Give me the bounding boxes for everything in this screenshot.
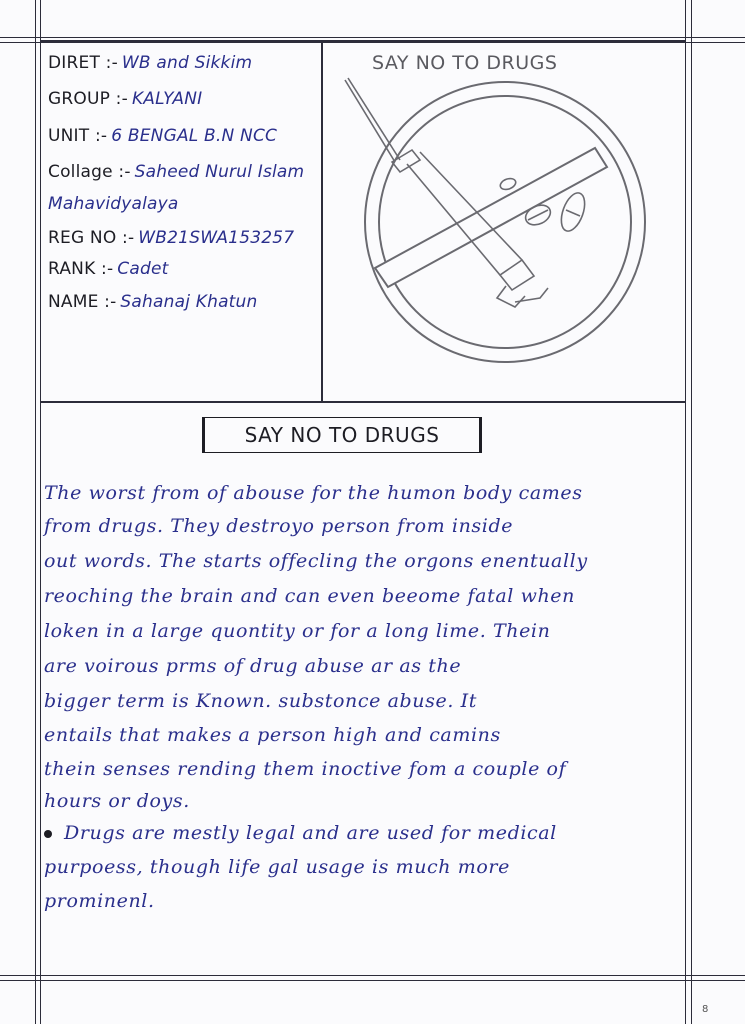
college-value: Saheed Nurul Islam	[134, 162, 305, 182]
essay-line: loken in a large quontity or for a long lime. Thein	[44, 620, 551, 642]
unit-value: 6 BENGAL B.N NCC	[111, 126, 278, 146]
page-number: 8	[702, 1004, 709, 1015]
essay-line: purpoess, though life gal usage is much more	[44, 856, 510, 878]
top-rule-2	[0, 42, 745, 43]
reg-label: REG NO :-	[48, 228, 135, 248]
college-label: Collage :-	[48, 162, 131, 182]
college-line-2	[48, 194, 179, 214]
group-value: KALYANI	[131, 89, 203, 109]
left-margin-rule	[35, 0, 36, 1024]
essay-title: SAY NO TO DRUGS	[202, 417, 482, 453]
essay-line: out words. The starts offecling the orgons enentually	[44, 550, 588, 572]
reg-line	[48, 228, 294, 248]
header-box-divider	[321, 40, 323, 402]
essay-line: from drugs. They destroyo person from inside	[44, 515, 514, 537]
prohibition-sign-icon	[365, 82, 645, 362]
essay-line: Drugs are mestly legal and are used for medical	[64, 822, 557, 844]
unit-line	[48, 126, 277, 146]
rank-value: Cadet	[117, 259, 169, 279]
essay-line: reoching the brain and can even beeome fatal when	[44, 585, 575, 607]
bottom-rule-2	[0, 980, 745, 981]
direct-label: DIRET :-	[48, 53, 118, 73]
left-margin-rule-2	[40, 0, 41, 1024]
right-margin-rule-2	[691, 0, 692, 1024]
essay-line: bigger term is Known. substonce abuse. It	[44, 690, 477, 712]
bullet-dot	[44, 830, 52, 838]
pills-icon	[499, 177, 589, 235]
header-box-bottom	[41, 401, 686, 403]
syringe-icon	[345, 78, 548, 307]
group-label: GROUP :-	[48, 89, 128, 109]
direct-line	[48, 53, 252, 73]
essay-line: prominenl.	[44, 890, 155, 912]
right-margin-rule	[685, 0, 686, 1024]
poster-title: SAY NO TO DRUGS	[372, 52, 558, 74]
essay-line: thein senses rending them inoctive fom a couple of	[44, 758, 567, 780]
essay-line: hours or doys.	[44, 790, 190, 812]
college-value-2: Mahavidyalaya	[48, 194, 179, 214]
name-label: NAME :-	[48, 292, 117, 312]
reg-value: WB21SWA153257	[138, 228, 295, 248]
rank-line	[48, 259, 169, 279]
essay-line: entails that makes a person high and camins	[44, 724, 501, 746]
top-rule	[0, 37, 745, 38]
essay-line: are voirous prms of drug abuse ar as the	[44, 655, 462, 677]
rank-label: RANK :-	[48, 259, 114, 279]
unit-label: UNIT :-	[48, 126, 108, 146]
bottom-rule	[0, 975, 745, 976]
essay-line: The worst from of abouse for the humon body cames	[44, 482, 583, 504]
name-line	[48, 292, 258, 312]
group-line	[48, 89, 202, 109]
header-box-top	[41, 40, 686, 42]
direct-value: WB and Sikkim	[121, 53, 253, 73]
name-value: Sahanaj Khatun	[120, 292, 258, 312]
college-line	[48, 162, 304, 182]
